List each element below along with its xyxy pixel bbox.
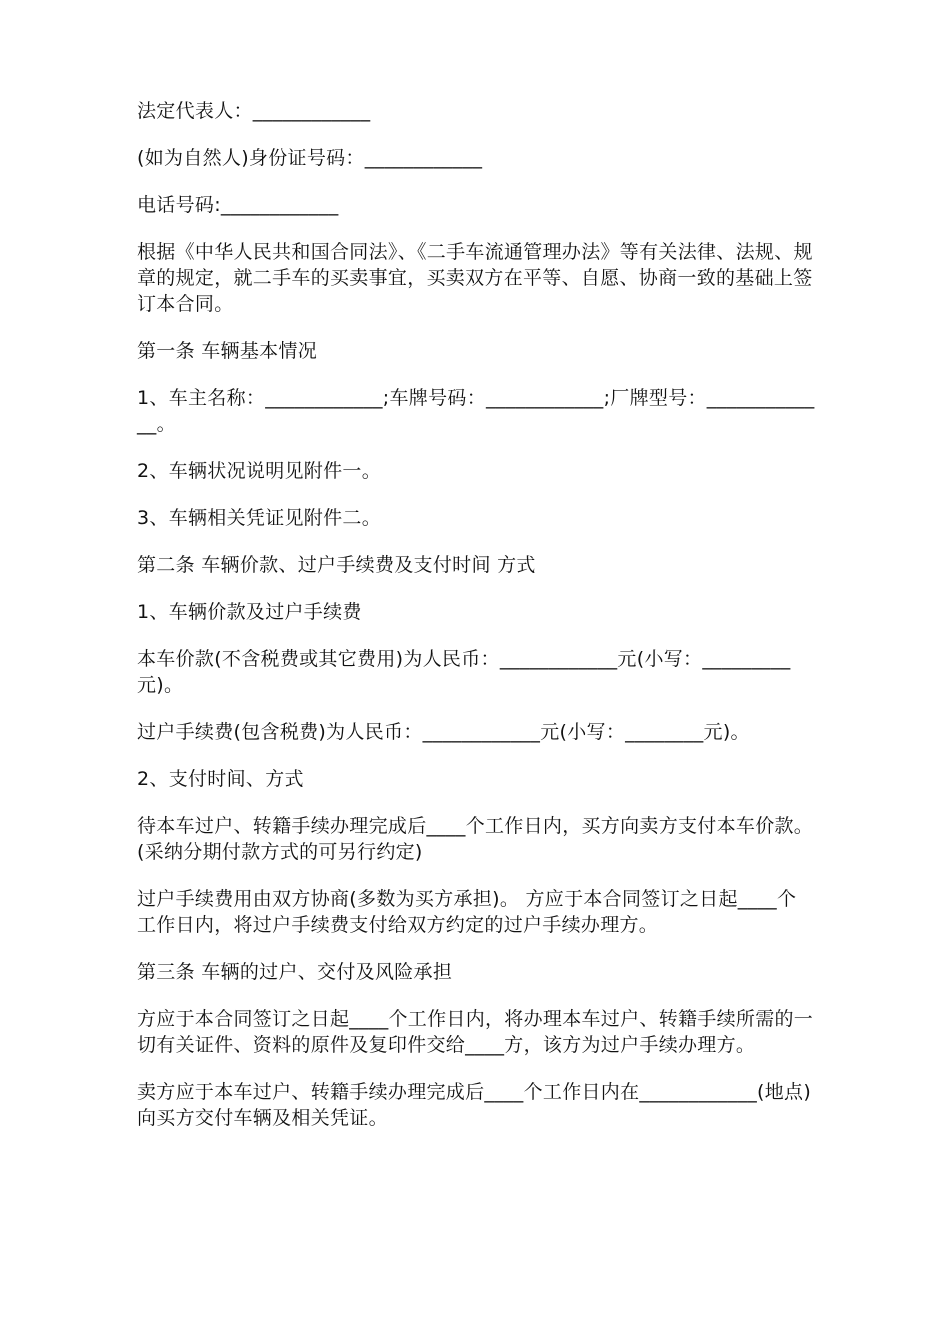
article-1-heading: 第一条 车辆基本情况: [137, 340, 318, 362]
article-1-item-2: 2、车辆状况说明见附件一。: [137, 460, 381, 482]
transfer-fee-line: 过户手续费(包含税费)为人民币：____________元(小写：________元)。: [137, 721, 750, 743]
legal-representative-line: 法定代表人：____________: [137, 100, 371, 122]
contract-text: [137, 98, 815, 1152]
phone-number-line: 电话号码:____________: [137, 194, 339, 216]
vehicle-price-line: 本车价款(不含税费或其它费用)为人民币：____________元(小写：_________元)。: [137, 648, 791, 696]
payment-time-paragraph: 待本车过户、转籍手续办理完成后____个工作日内，买方向卖方支付本车价款。(采纳分期付款方式的可另行约定): [137, 815, 814, 863]
preamble-paragraph: 根据《中华人民共和国合同法》、《二手车流通管理办法》等有关法律、法规、规章的规定，就二手车的买卖事宜，买卖双方在平等、自愿、协商一致的基础上签订本合同。: [137, 241, 813, 315]
article-2-heading: 第二条 车辆价款、过户手续费及支付时间 方式: [137, 554, 536, 576]
documents-delivery-paragraph: 方应于本合同签订之日起____个工作日内，将办理本车过户、转籍手续所需的一切有关证件、资料的原件及复印件交给____方，该方为过户手续办理方。: [137, 1008, 814, 1056]
article-2-item-2: 2、支付时间、方式: [137, 768, 304, 790]
article-2-item-1: 1、车辆价款及过户手续费: [137, 601, 362, 623]
article-1-item-3: 3、车辆相关凭证见附件二。: [137, 507, 381, 529]
article-3-heading: 第三条 车辆的过户、交付及风险承担: [137, 961, 453, 983]
article-1-item-1: 1、车主名称：____________;车牌号码：____________;厂牌型号：_____________。: [137, 387, 815, 435]
vehicle-delivery-paragraph: 卖方应于本车过户、转籍手续办理完成后____个工作日内在____________(地点)向买方交付车辆及相关凭证。: [137, 1081, 812, 1129]
transfer-fee-payment-paragraph: 过户手续费用由双方协商(多数为买方承担)。 方应于本合同签订之日起____个工作日内，将过户手续费支付给双方约定的过户手续办理方。: [137, 888, 797, 936]
id-number-line: (如为自然人)身份证号码：____________: [137, 147, 483, 169]
